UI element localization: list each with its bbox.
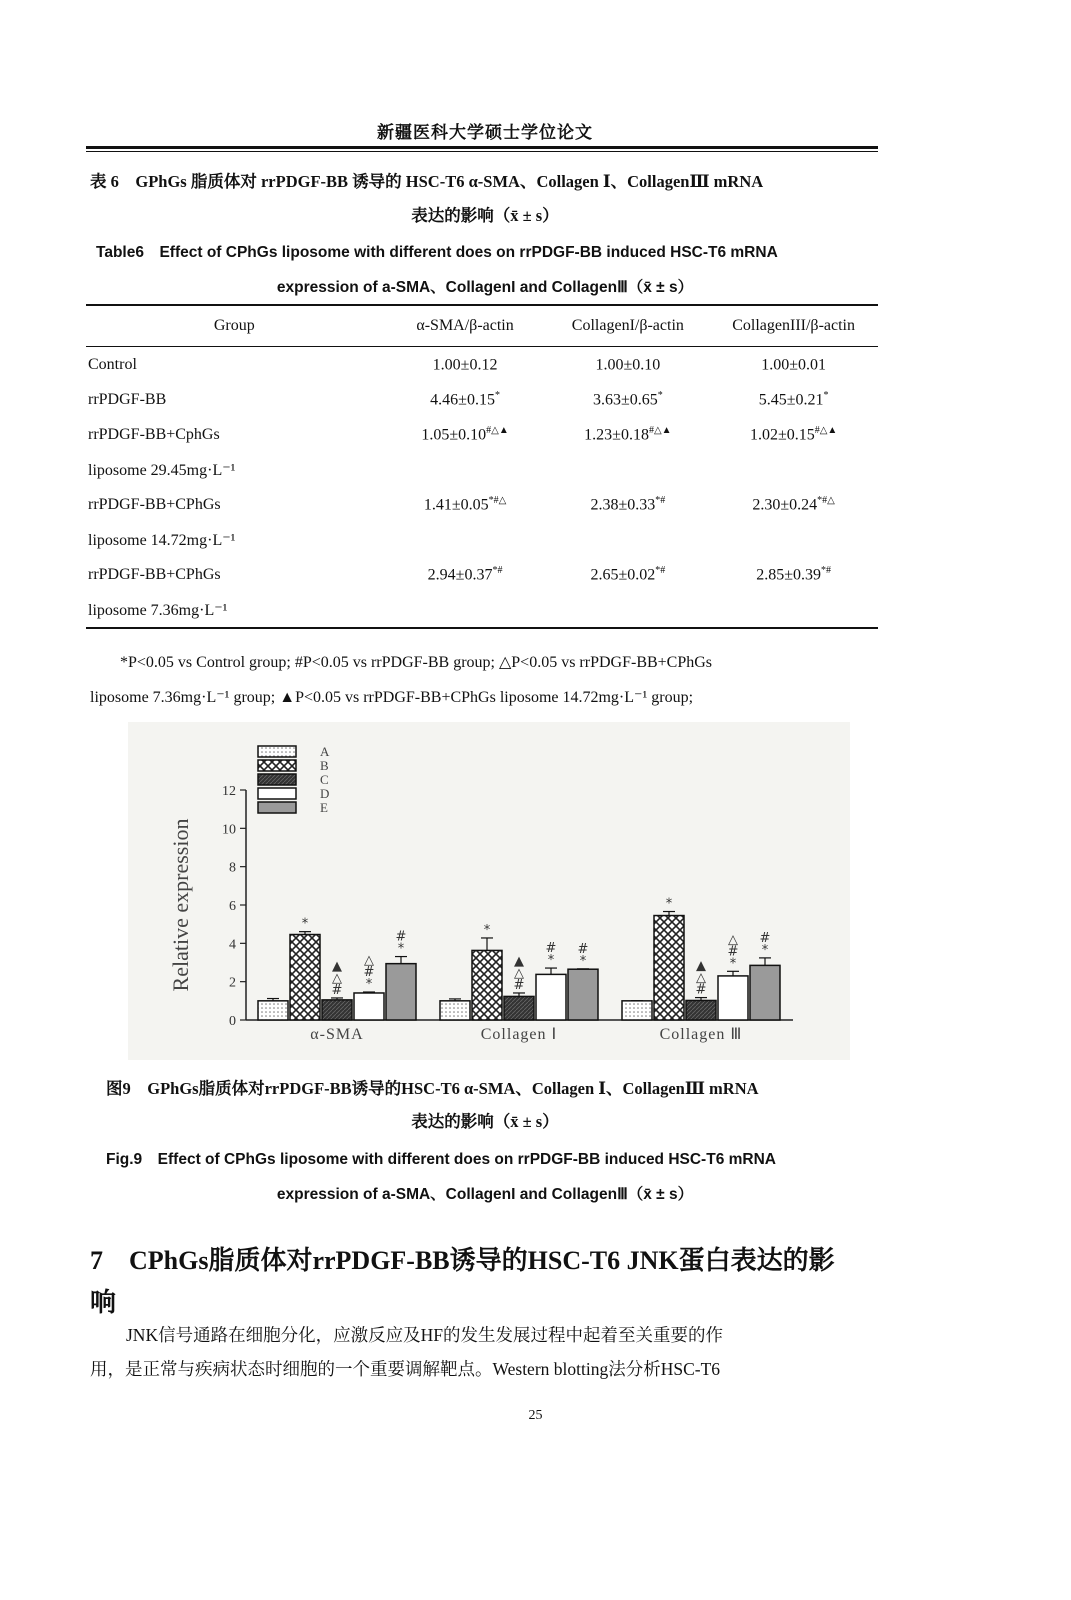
- section-heading-line2: 响: [90, 1288, 117, 1317]
- table-row: [86, 557, 878, 592]
- figure9-panel: [128, 722, 850, 1060]
- row-group-cont: liposome 14.72mg·L⁻¹: [88, 531, 236, 549]
- significance-mark: *: [397, 941, 405, 957]
- legend-swatch: [258, 760, 296, 771]
- significance-mark: #: [331, 982, 343, 998]
- page-header: 新疆医科大学硕士学位论文: [377, 123, 593, 142]
- cell-value: 1.05±0.10#△▲: [421, 424, 509, 444]
- y-axis-label: Relative expression: [168, 818, 193, 992]
- bar: [258, 1001, 288, 1020]
- y-tick-label: 12: [222, 784, 236, 799]
- significance-mark: △: [332, 970, 342, 986]
- cell-value: 2.38±0.33*#: [590, 494, 666, 514]
- legend-label: A: [320, 744, 330, 759]
- significance-mark: *: [729, 956, 737, 972]
- table6-note-2: liposome 7.36mg·L⁻¹ group; ▲P<0.05 vs rrPDGF-BB+CPhGs liposome 14.72mg·L⁻¹ group;: [90, 689, 694, 706]
- significance-mark: ▲: [332, 958, 342, 974]
- col-header-asma: α-SMA/β-actin: [384, 305, 547, 347]
- section-heading-line1: 7 CPhGs脂质体对rrPDGF-BB诱导的HSC-T6 JNK蛋白表达的影: [90, 1246, 835, 1275]
- table6-header-row: [86, 305, 878, 347]
- bar: [686, 1000, 716, 1020]
- bar: [440, 1001, 470, 1020]
- significance-mark: #: [395, 929, 407, 945]
- figure9-en-caption: Fig.9 Effect of CPhGs liposome with different does on rrPDGF-BB induced HSC-T6 mRNA: [106, 1151, 776, 1168]
- bar: [568, 969, 598, 1020]
- significance-mark: #: [759, 930, 771, 946]
- cell-value: 2.85±0.39*#: [756, 564, 832, 584]
- bar: [290, 935, 320, 1020]
- table6: [86, 304, 878, 629]
- cell-value: 1.02±0.15#△▲: [749, 424, 838, 444]
- bar: [654, 916, 684, 1020]
- row-group: rrPDGF-BB+CPhGs: [88, 495, 221, 513]
- significance-mark: *: [579, 953, 587, 969]
- row-group-cont: liposome 29.45mg·L⁻¹: [88, 461, 236, 479]
- y-tick-label: 2: [229, 975, 236, 991]
- table6-cn-caption-2: 表达的影响（x̄ ± s）: [411, 206, 559, 225]
- cell-value: 1.41±0.05*#△: [423, 494, 507, 514]
- table6-cn-caption: 表 6 GPhGs 脂质体对 rrPDGF-BB 诱导的 HSC-T6 α-SMA、Collagen Ⅰ、CollagenⅢ mRNA: [90, 172, 764, 191]
- table-row-cont: [86, 452, 878, 487]
- table6-en-caption-2: expression of a-SMA、CollagenI and CollagenⅢ（x̄ ± s）: [276, 279, 694, 296]
- bar: [322, 1000, 352, 1020]
- bar: [536, 974, 566, 1020]
- col-header-collagen1: CollagenI/β-actin: [546, 305, 709, 347]
- figure9-cn-caption: 图9 GPhGs脂质体对rrPDGF-BB诱导的HSC-T6 α-SMA、Collagen Ⅰ、CollagenⅢ mRNA: [106, 1079, 759, 1098]
- significance-mark: *: [301, 916, 309, 932]
- header-rule-thin: [86, 151, 878, 152]
- page-number: 25: [528, 1408, 543, 1423]
- row-group-cont: liposome 7.36mg·L⁻¹: [86, 592, 384, 628]
- significance-mark: ▲: [696, 958, 706, 974]
- cell-value: 2.94±0.37*#: [427, 564, 503, 584]
- bar: [386, 964, 416, 1020]
- figure9-en-caption-2: expression of a-SMA、CollagenI and CollagenⅢ（x̄ ± s）: [276, 1186, 694, 1203]
- row-group: Control: [88, 355, 137, 373]
- significance-mark: △: [514, 965, 524, 981]
- section-heading: [90, 1240, 880, 1324]
- legend-label: E: [320, 800, 328, 815]
- cell-value: 3.63±0.65*: [592, 389, 663, 409]
- bar: [354, 993, 384, 1020]
- bar: [504, 996, 534, 1020]
- bar: [718, 976, 748, 1020]
- significance-mark: *: [547, 953, 555, 969]
- significance-mark: #: [727, 944, 739, 960]
- legend-label: B: [320, 758, 329, 773]
- x-category-label: Collagen Ⅲ: [659, 1026, 743, 1043]
- y-tick-label: 8: [229, 860, 236, 876]
- table6-note-1: *P<0.05 vs Control group; #P<0.05 vs rrPDGF-BB group; △P<0.05 vs rrPDGF-BB+CPhGs: [120, 654, 713, 671]
- y-tick-label: 0: [229, 1014, 236, 1029]
- significance-mark: *: [665, 896, 673, 912]
- y-tick-label: 4: [229, 937, 236, 953]
- cell-value: 5.45±0.21*: [758, 389, 829, 409]
- bar: [622, 1001, 652, 1020]
- significance-mark: #: [545, 941, 557, 957]
- row-group: rrPDGF-BB+CphGs: [88, 425, 220, 443]
- significance-mark: #: [577, 941, 589, 957]
- table-row-cont: [86, 592, 878, 628]
- cell-value: 1.00±0.01: [761, 356, 827, 374]
- cell-value: 4.46±0.15*: [430, 389, 500, 409]
- cell-value: 1.00±0.12: [432, 356, 498, 374]
- y-tick-label: 6: [229, 899, 236, 914]
- x-category-label: α-SMA: [310, 1026, 364, 1043]
- legend-swatch: [258, 746, 296, 757]
- significance-mark: #: [695, 982, 707, 998]
- legend-swatch: [258, 774, 296, 785]
- table-row: [86, 487, 878, 522]
- y-tick-label: 10: [222, 822, 236, 838]
- cell-value: 1.23±0.18#△▲: [584, 424, 672, 444]
- table-row: [86, 347, 878, 383]
- bar: [472, 950, 502, 1020]
- row-group: rrPDGF-BB+CPhGs: [88, 565, 221, 583]
- table-row: [86, 382, 878, 417]
- significance-mark: △: [728, 932, 738, 948]
- significance-mark: *: [365, 977, 373, 993]
- paragraph-line1: JNK信号通路在细胞分化，应激反应及HF的发生发展过程中起着至关重要的作: [126, 1325, 723, 1345]
- row-group: rrPDGF-BB: [88, 390, 167, 408]
- bar: [750, 965, 780, 1020]
- significance-mark: △: [364, 953, 374, 969]
- significance-mark: #: [363, 965, 375, 981]
- significance-mark: *: [761, 942, 769, 958]
- figure9-cn-caption-2: 表达的影响（x̄ ± s）: [411, 1112, 559, 1131]
- paragraph-line2: 用，是正常与疾病状态时细胞的一个重要调解靶点。Western blotting法分析HSC-T6: [90, 1359, 721, 1379]
- header-rule: [86, 146, 878, 149]
- legend-label: C: [320, 772, 329, 787]
- table-row: [86, 417, 878, 452]
- cell-value: 2.65±0.02*#: [590, 564, 666, 584]
- significance-mark: △: [696, 970, 706, 986]
- cell-value: 2.30±0.24*#△: [752, 494, 835, 514]
- significance-mark: *: [483, 922, 491, 938]
- legend-swatch: [258, 788, 296, 799]
- col-header-collagen3: CollagenIII/β-actin: [709, 305, 878, 347]
- significance-mark: #: [513, 977, 525, 993]
- legend-swatch: [258, 802, 296, 813]
- table6-en-caption: Table6 Effect of CPhGs liposome with different does on rrPDGF-BB induced HSC-T6 mRNA: [96, 244, 778, 261]
- significance-mark: ▲: [514, 953, 524, 969]
- table-row-cont: [86, 522, 878, 557]
- legend-label: D: [320, 786, 330, 801]
- col-header-group: Group: [86, 305, 384, 347]
- cell-value: 1.00±0.10: [595, 356, 661, 374]
- x-category-label: Collagen Ⅰ: [480, 1026, 558, 1043]
- figure9-bar-chart: [128, 722, 850, 1060]
